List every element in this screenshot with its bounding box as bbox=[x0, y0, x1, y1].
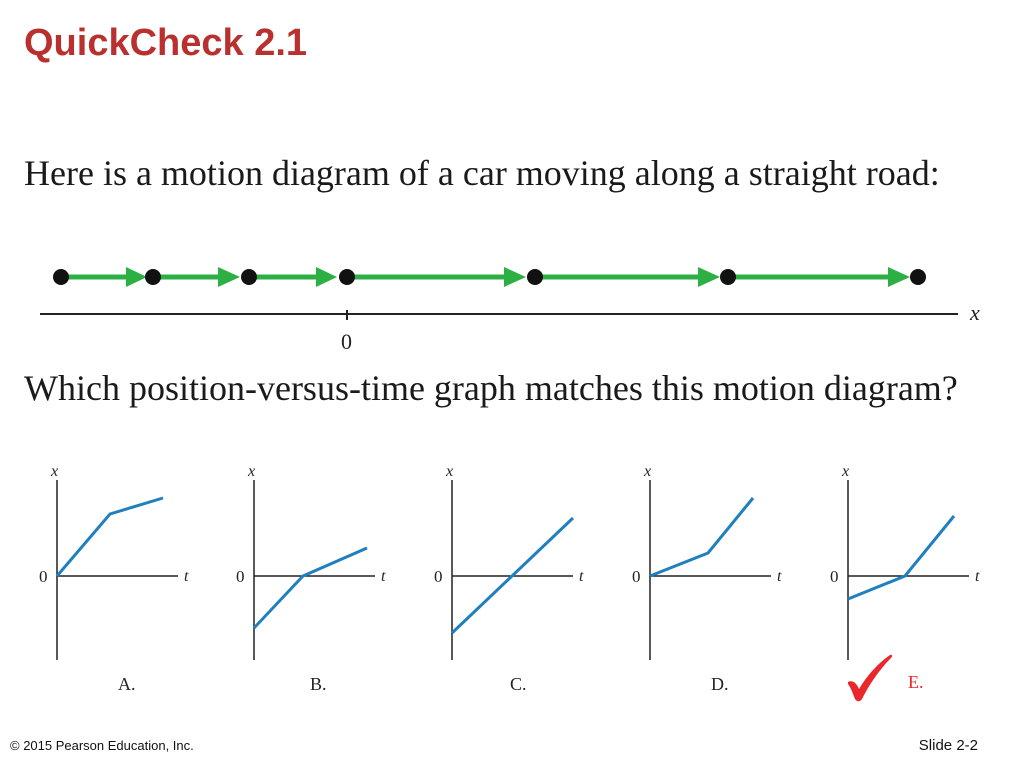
graph-option-e[interactable] bbox=[830, 463, 980, 692]
t-axis-label: t bbox=[579, 568, 584, 585]
position-axis-label: x bbox=[970, 300, 980, 325]
position-dot bbox=[339, 269, 355, 285]
slide-title: QuickCheck 2.1 bbox=[24, 22, 308, 64]
question-graphs: Which position-versus-time graph matches this motion diagram? bbox=[24, 368, 958, 408]
t-axis-label: t bbox=[381, 568, 386, 585]
velocity-arrow-head bbox=[888, 267, 910, 287]
copyright: © 2015 Pearson Education, Inc. bbox=[10, 738, 194, 753]
graph-option-a[interactable] bbox=[39, 463, 189, 694]
position-curve bbox=[848, 516, 954, 599]
option-label: B. bbox=[310, 674, 327, 694]
origin-label: 0 bbox=[434, 567, 443, 586]
option-label: C. bbox=[510, 674, 527, 694]
position-curve bbox=[254, 548, 367, 628]
motion-diagram bbox=[0, 250, 1024, 360]
graph-option-b[interactable] bbox=[236, 463, 386, 694]
origin-label: 0 bbox=[236, 567, 245, 586]
origin-label: 0 bbox=[39, 567, 48, 586]
x-axis-label: x bbox=[51, 463, 59, 480]
t-axis-label: t bbox=[184, 568, 189, 585]
position-curve bbox=[650, 498, 753, 576]
velocity-arrow-head bbox=[698, 267, 720, 287]
velocity-arrow-head bbox=[504, 267, 526, 287]
x-axis-label: x bbox=[248, 463, 256, 480]
origin-label: 0 bbox=[830, 567, 839, 586]
x-axis-label: x bbox=[644, 463, 652, 480]
option-label: E. bbox=[908, 672, 924, 692]
position-dot bbox=[145, 269, 161, 285]
origin-label: 0 bbox=[632, 567, 641, 586]
position-curve bbox=[57, 498, 163, 576]
option-label: A. bbox=[118, 674, 136, 694]
graph-option-d[interactable] bbox=[632, 463, 782, 694]
t-axis-label: t bbox=[777, 568, 782, 585]
slide-number: Slide 2-2 bbox=[918, 737, 978, 754]
position-dot bbox=[720, 269, 736, 285]
origin-label: 0 bbox=[341, 329, 352, 354]
x-axis-label: x bbox=[446, 463, 454, 480]
graph-options bbox=[0, 450, 1024, 710]
velocity-arrow-head bbox=[218, 267, 240, 287]
velocity-arrows bbox=[66, 267, 910, 287]
position-dot bbox=[527, 269, 543, 285]
graph-option-c[interactable] bbox=[434, 463, 584, 694]
position-dot bbox=[53, 269, 69, 285]
position-dot bbox=[241, 269, 257, 285]
velocity-arrow-head bbox=[126, 267, 147, 287]
x-axis-label: x bbox=[842, 463, 850, 480]
question-prompt: Here is a motion diagram of a car moving along a straight road: bbox=[24, 153, 940, 193]
option-label: D. bbox=[711, 674, 729, 694]
t-axis-label: t bbox=[975, 568, 980, 585]
check-mark-icon bbox=[848, 655, 892, 702]
velocity-arrow-head bbox=[316, 267, 337, 287]
position-dot bbox=[910, 269, 926, 285]
